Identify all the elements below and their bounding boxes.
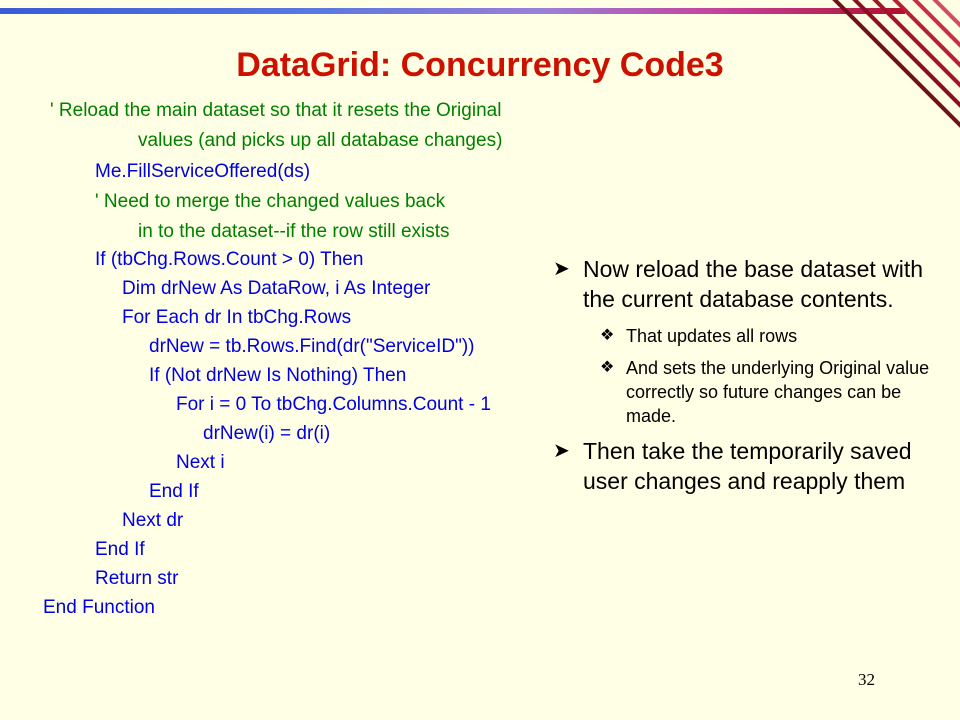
code-line: Dim drNew As DataRow, i As Integer [122, 278, 431, 299]
page-number: 32 [858, 670, 875, 689]
sub-bullet-text: And sets the underlying Original value correctly so future changes can be made. [626, 358, 930, 426]
bullet-list [553, 254, 933, 506]
code-line: Next i [176, 452, 225, 473]
bullet-text: Then take the temporarily saved user changes and reapply them [583, 438, 912, 494]
bullet-item [553, 436, 933, 496]
arrow-bullet-icon: ➤ [553, 440, 570, 462]
sub-bullet-item [553, 324, 933, 348]
code-line: Next dr [122, 510, 184, 531]
bullet-text: Now reload the base dataset with the current database contents. [583, 256, 924, 312]
code-line: End If [149, 481, 199, 502]
sub-bullet-text: That updates all rows [626, 326, 798, 346]
code-line: End If [95, 539, 145, 560]
code-line: ' Need to merge the changed values back [95, 191, 446, 212]
code-line: If (Not drNew Is Nothing) Then [149, 365, 407, 386]
code-line: Me.FillServiceOffered(ds) [95, 161, 311, 182]
diamond-bullet-icon: ❖ [600, 359, 615, 376]
code-line: drNew(i) = dr(i) [203, 423, 331, 444]
sub-bullet-item [553, 356, 933, 428]
diamond-bullet-icon: ❖ [600, 327, 615, 344]
code-line: drNew = tb.Rows.Find(dr("ServiceID")) [149, 336, 475, 357]
bullet-item [553, 254, 933, 314]
top-decorative-bar [0, 8, 905, 14]
code-line: For i = 0 To tbChg.Columns.Count - 1 [176, 394, 491, 415]
code-line: For Each dr In tbChg.Rows [122, 307, 352, 328]
code-line: Return str [95, 568, 179, 589]
slide-title: DataGrid: Concurrency Code3 [236, 46, 724, 84]
code-line: If (tbChg.Rows.Count > 0) Then [95, 249, 364, 270]
code-line: End Function [43, 597, 155, 618]
arrow-bullet-icon: ➤ [553, 258, 570, 280]
code-line: values (and picks up all database changes) [138, 130, 503, 151]
code-line: ' Reload the main dataset so that it resets the Original [50, 100, 502, 121]
code-line: in to the dataset--if the row still exists [138, 221, 450, 242]
